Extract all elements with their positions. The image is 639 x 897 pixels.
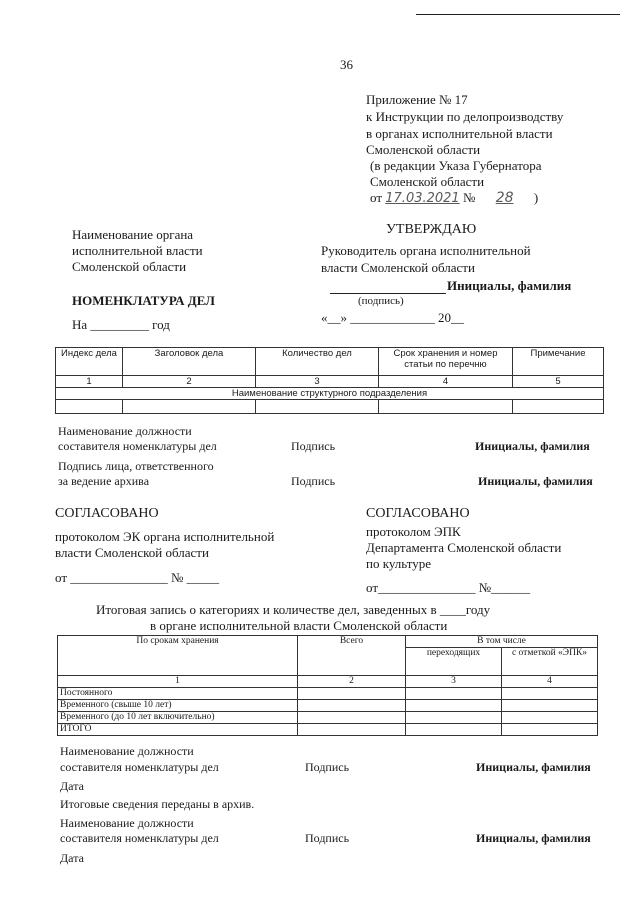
- empty-cell: [502, 724, 598, 736]
- empty-cell: [502, 688, 598, 700]
- summary-row: [58, 700, 598, 712]
- date-2: Дата: [60, 851, 84, 865]
- sign4-position-line-2: составителя номенклатуры дел: [60, 831, 219, 845]
- approve-signature-hint: (подпись): [358, 295, 404, 307]
- summary-row: [58, 712, 598, 724]
- agreed-left-title: СОГЛАСОВАНО: [55, 506, 159, 521]
- summary-table: [57, 635, 598, 736]
- summary-row: [58, 724, 598, 736]
- th-carryover: переходящих: [406, 648, 502, 676]
- appendix-num-label: №: [462, 190, 476, 205]
- sign3-initials: Инициалы, фамилия: [476, 760, 591, 774]
- approve-title: УТВЕРЖДАЮ: [386, 222, 477, 237]
- empty-cell: [256, 400, 379, 414]
- empty-cell: [406, 724, 502, 736]
- empty-cell: [513, 400, 604, 414]
- agreed-right-line-4: от_______________ №______: [366, 580, 531, 595]
- agreed-left-line-2: власти Смоленской области: [55, 545, 209, 560]
- agreed-right-line-1: протоколом ЭПК: [366, 524, 461, 539]
- th-count: Количество дел: [256, 348, 379, 376]
- empty-cell: [123, 400, 256, 414]
- empty-cell: [298, 688, 406, 700]
- row-label: Постоянного: [58, 688, 298, 700]
- agreed-left-line-3: от _______________ № _____: [55, 570, 220, 585]
- nomenclature-header-row: [56, 348, 604, 376]
- th-term: Срок хранения и номер статьи по перечню: [379, 348, 513, 376]
- agreed-left-line-1: протоколом ЭК органа исполнительной: [55, 529, 275, 544]
- th-epk-mark: с отметкой «ЭПК»: [502, 648, 598, 676]
- org-line-1: Наименование органа: [72, 227, 194, 242]
- sign1-position-line-1: Наименование должности: [58, 424, 192, 438]
- col-number: 3: [406, 676, 502, 688]
- agreed-right-line-3: по культуре: [366, 556, 431, 571]
- empty-cell: [502, 712, 598, 724]
- col-number: 4: [379, 376, 513, 388]
- col-number: 4: [502, 676, 598, 688]
- row-label: Временного (до 10 лет включительно): [58, 712, 298, 724]
- appendix-line-4: Смоленской области: [366, 142, 481, 157]
- th-by-term: По срокам хранения: [58, 636, 298, 676]
- sign4-signature: Подпись: [305, 831, 350, 845]
- empty-cell: [406, 712, 502, 724]
- approve-date-line: «__» _____________ 20__: [321, 310, 464, 325]
- summary-title-line-1: Итоговая запись о категориях и количестве дел, заведенных в ____году: [96, 602, 491, 617]
- approve-line-2: власти Смоленской области: [321, 260, 475, 275]
- appendix-date-line: [370, 191, 538, 206]
- appendix-line-3: в органах исполнительной власти: [366, 126, 553, 141]
- empty-cell: [56, 400, 123, 414]
- sign2-line-1: Подпись лица, ответственного: [58, 459, 214, 473]
- summary-number-row: [58, 676, 598, 688]
- approve-initials: Инициалы, фамилия: [447, 278, 572, 293]
- section-name: Наименование структурного подразделения: [56, 388, 604, 400]
- appendix-line-5: (в редакции Указа Губернатора: [370, 158, 542, 173]
- empty-cell: [406, 688, 502, 700]
- empty-cell: [502, 700, 598, 712]
- empty-cell: [406, 700, 502, 712]
- appendix-date-handwritten: 17.03.2021: [385, 191, 460, 206]
- top-border-line: [416, 14, 620, 15]
- sign3-position-line-2: составителя номенклатуры дел: [60, 760, 219, 774]
- col-number: 1: [58, 676, 298, 688]
- appendix-date-suffix: ): [533, 190, 539, 205]
- nomenclature-table: [55, 347, 604, 414]
- transfer-note: Итоговые сведения переданы в архив.: [60, 797, 255, 811]
- sign3-signature: Подпись: [305, 760, 350, 774]
- nomenclature-number-row: [56, 376, 604, 388]
- summary-title-line-2: в органе исполнительной власти Смоленской области: [150, 618, 448, 633]
- th-title: Заголовок дела: [123, 348, 256, 376]
- th-total: Всего: [298, 636, 406, 676]
- sign2-line-2: за ведение архива: [58, 474, 150, 488]
- agreed-right-title: СОГЛАСОВАНО: [366, 506, 470, 521]
- page-number: 36: [340, 57, 353, 72]
- org-line-3: Смоленской области: [72, 259, 187, 274]
- appendix-line-2: к Инструкции по делопроизводству: [366, 109, 564, 124]
- nomenclature-section-row: [56, 388, 604, 400]
- summary-header-row-1: [58, 636, 598, 648]
- sign1-initials: Инициалы, фамилия: [475, 439, 590, 453]
- row-label: ИТОГО: [58, 724, 298, 736]
- agreed-right-line-2: Департамента Смоленской области: [366, 540, 562, 555]
- th-index: Индекс дела: [56, 348, 123, 376]
- sign1-position-line-2: составителя номенклатуры дел: [58, 439, 217, 453]
- summary-row: [58, 688, 598, 700]
- approve-line-1: Руководитель органа исполнительной: [321, 243, 531, 258]
- empty-cell: [298, 700, 406, 712]
- sign4-position-line-1: Наименование должности: [60, 816, 194, 830]
- appendix-line-1: Приложение № 17: [366, 92, 468, 107]
- org-line-2: исполнительной власти: [72, 243, 203, 258]
- empty-cell: [298, 712, 406, 724]
- col-number: 2: [298, 676, 406, 688]
- appendix-num-handwritten: 28: [495, 190, 514, 206]
- col-number: 1: [56, 376, 123, 388]
- document-title: НОМЕНКЛАТУРА ДЕЛ: [72, 293, 215, 308]
- sign2-initials: Инициалы, фамилия: [478, 474, 593, 488]
- th-note: Примечание: [513, 348, 604, 376]
- empty-cell: [379, 400, 513, 414]
- row-label: Временного (свыше 10 лет): [58, 700, 298, 712]
- col-number: 2: [123, 376, 256, 388]
- nomenclature-empty-row: [56, 400, 604, 414]
- col-number: 5: [513, 376, 604, 388]
- date-1: Дата: [60, 779, 84, 793]
- sign3-position-line-1: Наименование должности: [60, 744, 194, 758]
- th-including: В том числе: [406, 636, 598, 648]
- sign1-signature: Подпись: [291, 439, 336, 453]
- year-line: На _________ год: [72, 317, 170, 332]
- empty-cell: [298, 724, 406, 736]
- col-number: 3: [256, 376, 379, 388]
- appendix-date-prefix: от: [370, 190, 383, 205]
- sign4-initials: Инициалы, фамилия: [476, 831, 591, 845]
- sign2-signature: Подпись: [291, 474, 336, 488]
- appendix-line-6: Смоленской области: [370, 174, 485, 189]
